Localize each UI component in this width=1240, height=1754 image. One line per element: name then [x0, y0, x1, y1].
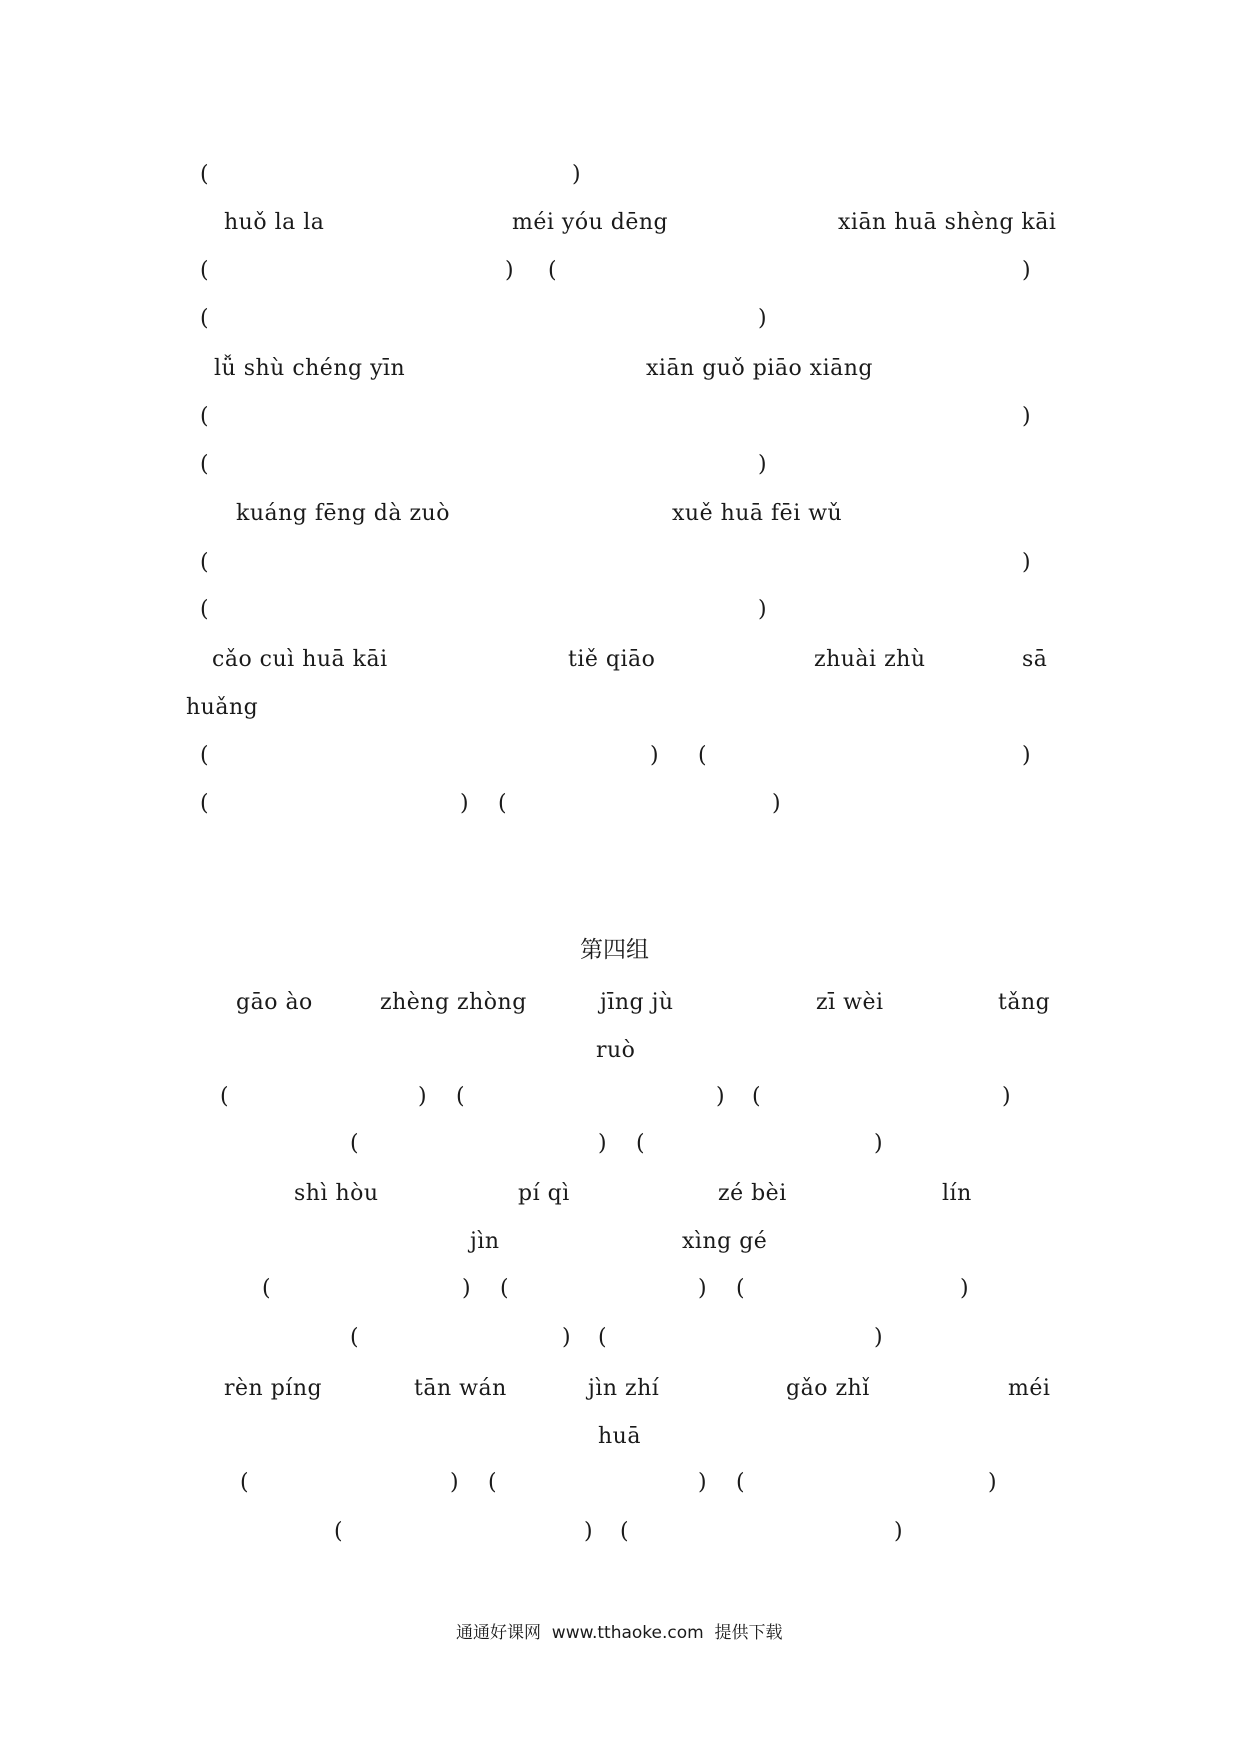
blank-open: ( [240, 1470, 249, 1495]
pinyin-word: xiān huā shèng kāi [838, 210, 1057, 235]
blank-close: ) [460, 791, 469, 816]
pinyin-word: kuáng fēng dà zuò [236, 501, 450, 526]
blank-close: ) [462, 1276, 471, 1301]
blank-open: ( [698, 743, 707, 768]
blank-close: ) [758, 306, 767, 331]
blank-close: ) [584, 1519, 593, 1544]
pinyin-word: xìng gé [682, 1229, 768, 1254]
blank-open: ( [488, 1470, 497, 1495]
footer-source-text: 通通好课网 www.tthaoke.com 提供下载 [456, 1623, 783, 1643]
pinyin-word: zé bèi [718, 1181, 787, 1206]
blank-close: ) [698, 1276, 707, 1301]
blank-open: ( [220, 1084, 229, 1109]
blank-open: ( [500, 1276, 509, 1301]
pinyin-word: ruò [596, 1038, 636, 1063]
blank-open: ( [498, 791, 507, 816]
blank-open: ( [736, 1276, 745, 1301]
pinyin-word: zhèng zhòng [380, 990, 527, 1015]
blank-close: ) [874, 1131, 883, 1156]
pinyin-word: jīng jù [600, 990, 674, 1015]
blank-open: ( [752, 1084, 761, 1109]
pinyin-word: pí qì [518, 1181, 570, 1206]
blank-close: ) [598, 1131, 607, 1156]
pinyin-word: tiě qiāo [568, 647, 656, 672]
blank-open: ( [200, 162, 209, 187]
blank-open: ( [736, 1470, 745, 1495]
blank-open: ( [200, 306, 209, 331]
blank-open: ( [200, 404, 209, 429]
blank-open: ( [262, 1276, 271, 1301]
pinyin-word: zī wèi [816, 990, 884, 1015]
blank-open: ( [350, 1131, 359, 1156]
pinyin-word: méi [1008, 1376, 1051, 1401]
pinyin-word: méi yóu dēng [512, 210, 669, 235]
blank-open: ( [598, 1325, 607, 1350]
pinyin-word: jìn [470, 1229, 500, 1254]
blank-close: ) [758, 597, 767, 622]
blank-open: ( [200, 258, 209, 283]
blank-close: ) [1022, 404, 1031, 429]
blank-open: ( [200, 743, 209, 768]
blank-open: ( [334, 1519, 343, 1544]
blank-open: ( [548, 258, 557, 283]
pinyin-word: zhuài zhù [814, 647, 926, 672]
blank-open: ( [350, 1325, 359, 1350]
blank-open: ( [200, 452, 209, 477]
blank-close: ) [874, 1325, 883, 1350]
pinyin-word: jìn zhí [588, 1376, 660, 1401]
pinyin-word: gǎo zhǐ [786, 1376, 870, 1401]
blank-close: ) [1022, 550, 1031, 575]
blank-open: ( [200, 550, 209, 575]
blank-close: ) [418, 1084, 427, 1109]
blank-close: ) [562, 1325, 571, 1350]
pinyin-word: huā [598, 1424, 641, 1449]
blank-close: ) [505, 258, 514, 283]
group-title: 第四组 [580, 937, 649, 963]
pinyin-word: gāo ào [236, 990, 313, 1015]
pinyin-word: xuě huā fēi wǔ [672, 501, 843, 526]
blank-open: ( [456, 1084, 465, 1109]
pinyin-word: sā [1022, 647, 1048, 672]
blank-close: ) [988, 1470, 997, 1495]
blank-close: ) [450, 1470, 459, 1495]
blank-open: ( [200, 791, 209, 816]
pinyin-word: tān wán [414, 1376, 507, 1401]
pinyin-word: lín [942, 1181, 972, 1206]
pinyin-word: huǒ la la [224, 210, 325, 235]
pinyin-word: cǎo cuì huā kāi [212, 647, 388, 672]
blank-close: ) [960, 1276, 969, 1301]
pinyin-word: lǚ shù chéng yīn [214, 356, 406, 381]
blank-close: ) [772, 791, 781, 816]
pinyin-word: shì hòu [294, 1181, 379, 1206]
blank-close: ) [716, 1084, 725, 1109]
blank-close: ) [1022, 743, 1031, 768]
pinyin-word: tǎng [998, 990, 1051, 1015]
pinyin-word: xiān guǒ piāo xiāng [646, 356, 873, 381]
blank-open: ( [620, 1519, 629, 1544]
blank-close: ) [1022, 258, 1031, 283]
pinyin-word: huǎng [186, 695, 259, 720]
blank-open: ( [200, 597, 209, 622]
blank-close: ) [1002, 1084, 1011, 1109]
blank-close: ) [894, 1519, 903, 1544]
blank-close: ) [650, 743, 659, 768]
blank-close: ) [572, 162, 581, 187]
blank-close: ) [758, 452, 767, 477]
blank-close: ) [698, 1470, 707, 1495]
blank-open: ( [636, 1131, 645, 1156]
pinyin-word: rèn píng [224, 1376, 323, 1401]
